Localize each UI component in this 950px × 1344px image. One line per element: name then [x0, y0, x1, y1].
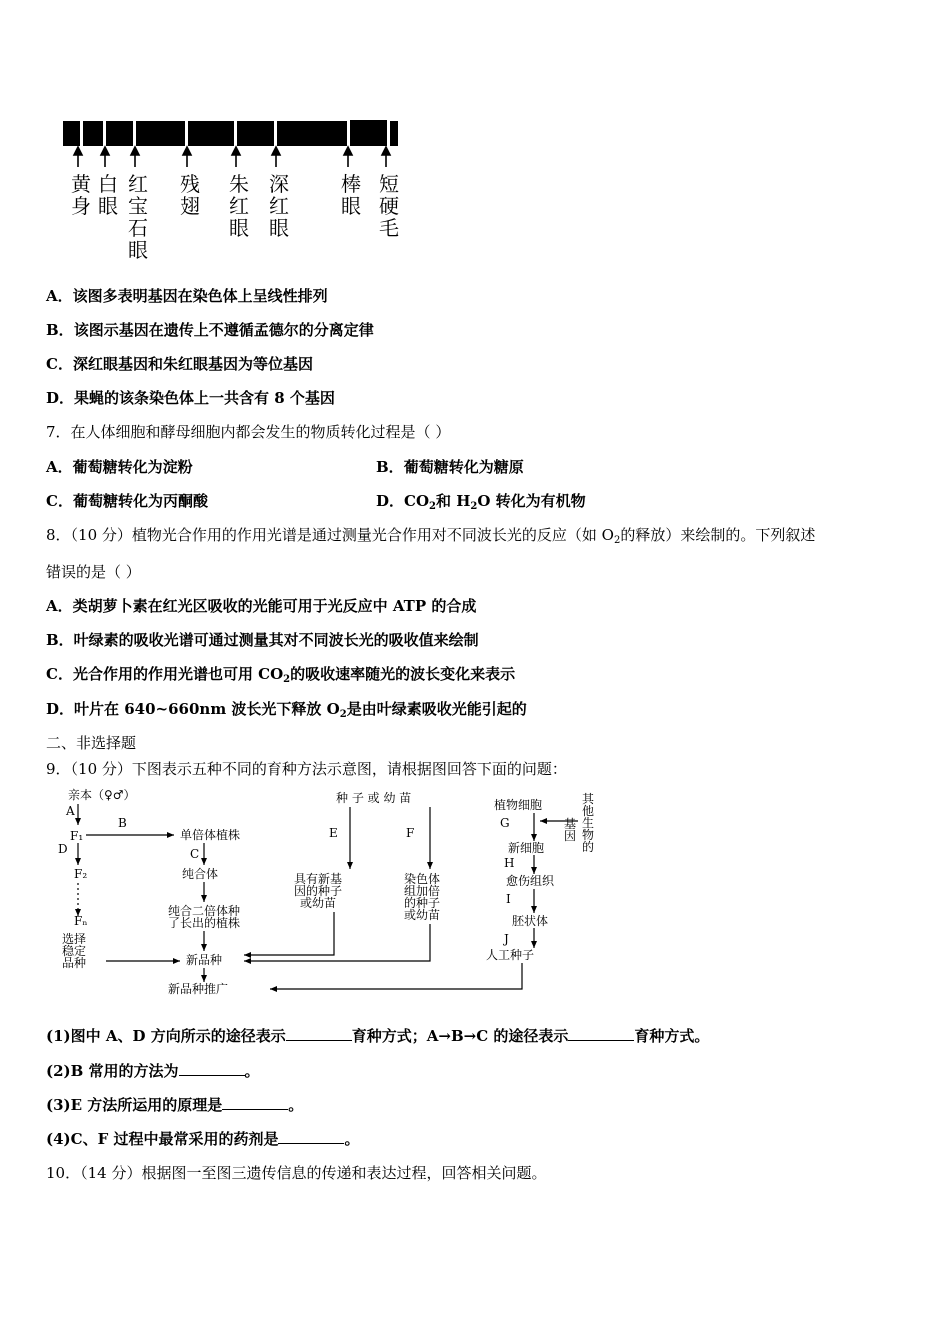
q9-sub4: (4)C、F 过程中最常采用的药剂是 。 [46, 1130, 360, 1148]
q6-option-d: D．果蝇的该条染色体上一共含有 8 个基因 [46, 389, 335, 407]
other-2: 他 [582, 804, 595, 818]
q8-option-a: A．类胡萝卜素在红光区吸收的光能可用于光反应中 ATP 的合成 [46, 597, 477, 615]
chromosome-gene-label: 红宝石眼 [128, 172, 148, 262]
chrom-line2: 组加倍 [404, 884, 441, 898]
q6-option-a: A．该图多表明基因在染色体上呈线性排列 [46, 287, 328, 305]
select-line2: 稳定 [62, 944, 87, 958]
label-b: B [118, 816, 127, 830]
chrom-line4: 或幼苗 [404, 908, 441, 922]
gene-2: 因 [564, 829, 577, 843]
label-d: D [58, 842, 68, 856]
chromosome-segment [106, 121, 133, 146]
label-g: G [500, 816, 510, 830]
chromosome-figure [60, 115, 410, 265]
callus-label: 愈伤组织 [506, 874, 555, 888]
new-cell-label: 新细胞 [508, 841, 545, 855]
seed-label: 种 子 或 幼 苗 [336, 791, 412, 805]
label-fn: Fₙ [74, 914, 88, 928]
promote-label: 新品种推广 [168, 982, 229, 996]
pure-diploid-line1: 纯合二倍体种 [168, 904, 241, 918]
chromosome-segment [136, 121, 185, 146]
label-a: A [66, 804, 75, 818]
q9-stem: 9．（10 分）下图表示五种不同的育种方法示意图，请根据图回答下面的问题： [46, 760, 567, 778]
newgene-line1: 具有新基 [294, 872, 343, 886]
q8-option-c: C．光合作用的作用光谱也可用 $CO_2$的吸收速率随光的波长变化来表示 [46, 665, 516, 685]
chromosome-segment [350, 120, 387, 146]
chrom-line1: 染色体 [404, 872, 441, 886]
chromosome-segment [390, 121, 398, 146]
pure-label: 纯合体 [182, 867, 219, 881]
other-1: 其 [582, 792, 595, 806]
artificial-seed-label: 人工种子 [486, 948, 535, 962]
label-i: I [506, 892, 511, 906]
chromosome-segment [277, 121, 347, 146]
newgene-line2: 因的种子 [294, 884, 343, 898]
q9-sub1: (1)图中 A、D 方向所示的途径表示 育种方式；A→B→C 的途径表示 育种方式。 [46, 1027, 710, 1045]
q6-option-b: B．该图示基因在遗传上不遵循孟德尔的分离定律 [46, 321, 374, 339]
chromosome-segment [237, 121, 274, 146]
chromosome-gene-label: 黄身 [71, 172, 91, 218]
q7-stem: 7．在人体细胞和酵母细胞内都会发生的物质转化过程是（ ） [46, 423, 451, 441]
answer-blank[interactable] [222, 1095, 288, 1110]
pure-diploid-line2: 了长出的植株 [168, 916, 241, 930]
q9-sub2: (2)B 常用的方法为 。 [46, 1062, 260, 1080]
answer-blank[interactable] [278, 1129, 344, 1144]
section-heading: 二、非选择题 [46, 734, 137, 752]
label-f1: F₁ [70, 829, 84, 843]
other-3: 生 [582, 816, 595, 830]
gene-1: 基 [564, 817, 577, 831]
q8-stem: 8．（10 分）植物光合作用的作用光谱是通过测量光合作用对不同波长光的反应（如 $O_2$的释放）来绘制的。下列叙述 [46, 526, 816, 546]
q6-option-c: C．深红眼基因和朱红眼基因为等位基因 [46, 355, 313, 373]
chromosome-gene-label: 棒眼 [341, 172, 361, 218]
chromosome-segment [63, 121, 80, 146]
q8-option-b: B．叶绿素的吸收光谱可通过测量其对不同波长光的吸收值来绘制 [46, 631, 479, 649]
embryoid-label: 胚状体 [512, 914, 549, 928]
q9-sub3: (3)E 方法所运用的原理是 。 [46, 1096, 304, 1114]
select-line3: 品种 [62, 956, 87, 970]
chromosome-gene-label: 短硬毛 [379, 172, 399, 240]
label-j: J [504, 932, 509, 946]
label-h: H [504, 856, 515, 870]
label-f: F [406, 826, 415, 840]
label-f2: F₂ [74, 867, 88, 881]
q8-stem-line2: 错误的是（ ） [46, 563, 141, 581]
chromosome-gene-label: 残翅 [180, 172, 200, 218]
chromosome-segment [188, 121, 234, 146]
other-5: 的 [582, 840, 595, 854]
label-c: C [190, 847, 200, 861]
breeding-diagram [50, 785, 610, 1000]
label-e: E [329, 826, 338, 840]
answer-blank[interactable] [568, 1026, 634, 1041]
answer-blank[interactable] [179, 1061, 245, 1076]
q8-option-d: D．叶片在 640~660nm 波长光下释放 $O_2$是由叶绿素吸收光能引起的 [46, 700, 527, 720]
new-variety-label: 新品种 [186, 953, 223, 967]
haploid-label: 单倍体植株 [180, 828, 241, 842]
newgene-line3: 或幼苗 [300, 896, 337, 910]
chromosome-gene-label: 白眼 [98, 172, 118, 218]
parent-label: 亲本（♀♂） [68, 788, 136, 802]
q7-options-row1: A．葡萄糖转化为淀粉 B．葡萄糖转化为糖原 [46, 458, 524, 476]
q7-options-row2: C．葡萄糖转化为丙酮酸 D．$CO_2$和 $H_2O$ 转化为有机物 [46, 492, 586, 512]
plant-cell-label: 植物细胞 [494, 798, 543, 812]
other-4: 物 [582, 828, 595, 842]
answer-blank[interactable] [286, 1026, 352, 1041]
q10-stem: 10．（14 分）根据图一至图三遗传信息的传递和表达过程，回答相关问题。 [46, 1164, 547, 1182]
chromosome-segment [83, 121, 103, 146]
chromosome-gene-label: 深红眼 [269, 172, 289, 240]
select-line1: 选择 [62, 932, 87, 946]
chromosome-gene-label: 朱红眼 [229, 172, 249, 240]
chrom-line3: 的种子 [404, 896, 441, 910]
